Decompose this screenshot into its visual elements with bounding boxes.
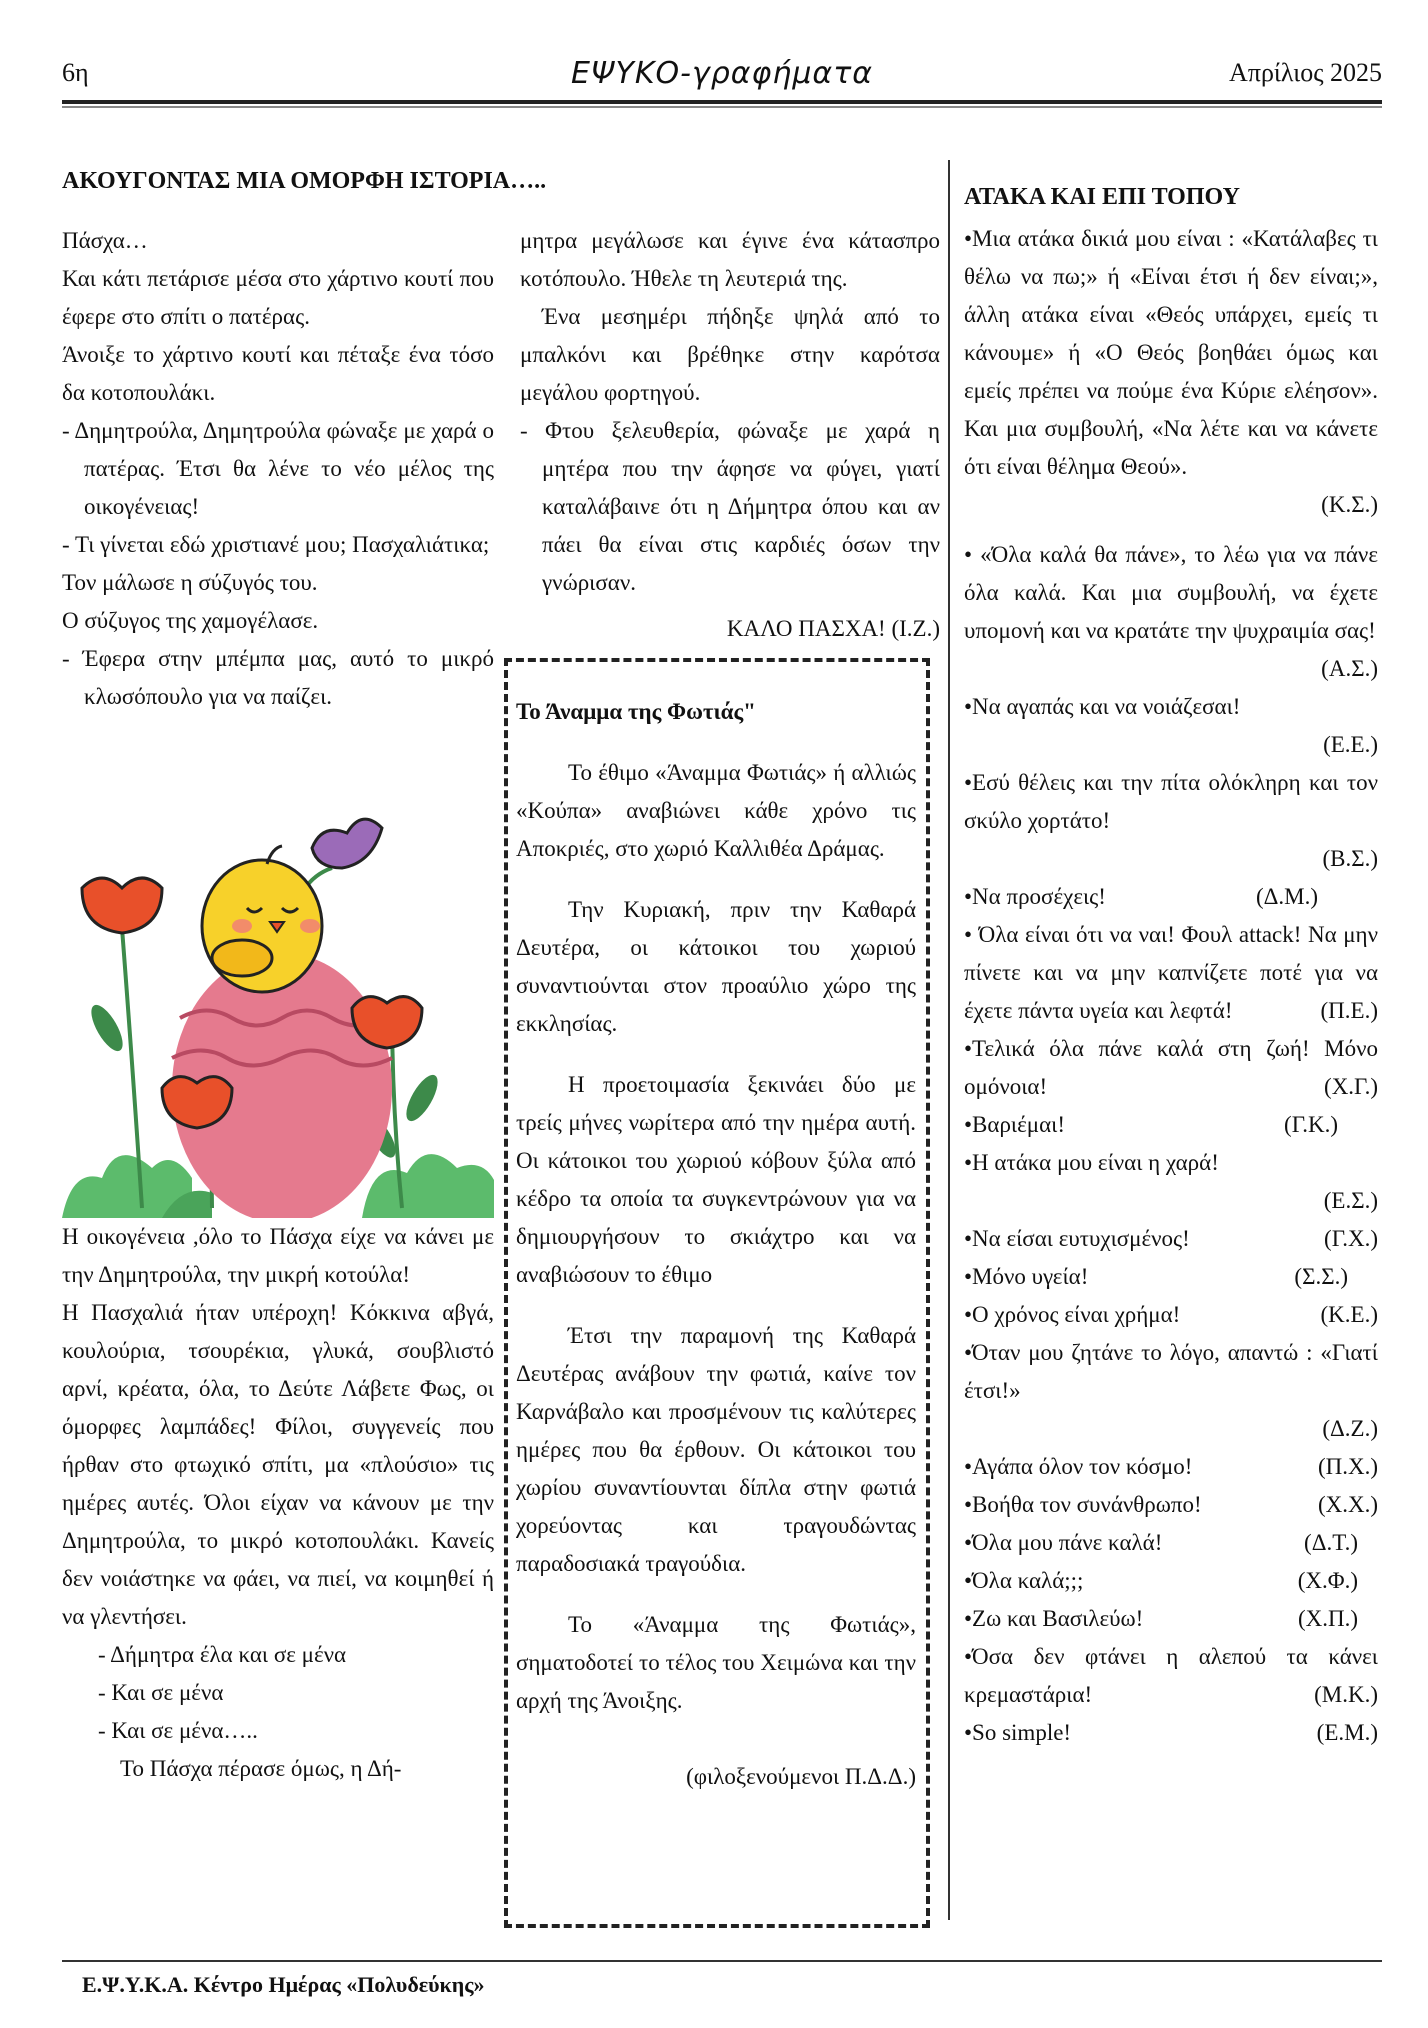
quote-author: (Κ.Ε.) [1320, 1302, 1378, 1327]
quote-author: (Σ.Σ.) [1294, 1264, 1348, 1289]
quote-item: • Όλα είναι ότι να ναι! Φουλ attack! Να μην πίνετε και να μην καπνίζετε ποτέ για να έχετε πάντα υγεία και λεφτά! [964, 922, 1378, 1023]
story-dialogue: - Δήμητρα έλα και σε μένα [98, 1642, 347, 1667]
quote-row [964, 1106, 1378, 1144]
quote-item: •Όλα καλά;;; [964, 1568, 1084, 1593]
quote-item: •Αγάπα όλον τον κόσμο! [964, 1454, 1193, 1479]
fire-paragraph: Έτσι την παραμονή της Καθαρά Δευτέρας ανάβουν την φωτιά, καίνε τον Καρνάβαλο και προσμένουν τις καλύτερες ημέρες που θα έρθουν. Οι κάτοικοι του χωρίου συναντίουνται δίπλα στην φωτιά χορεύοντας και τραγουδώντας παραδοσιακά τραγούδια. [516, 1323, 916, 1576]
story-column-1 [62, 222, 494, 716]
quote-author: (Γ.Χ.) [1324, 1226, 1378, 1251]
quote-item: •So simple! [964, 1720, 1072, 1745]
fire-article [516, 670, 916, 1819]
easter-illustration [62, 808, 494, 1218]
story-paragraph: Άνοιξε το χάρτινο κουτί και πέταξε ένα τόσο δα κοτοπουλάκι. [62, 342, 494, 405]
column-divider [948, 160, 950, 1920]
quote-author: (Χ.Φ.) [1297, 1568, 1358, 1593]
story-title: ΑΚΟΥΓΟΝΤΑΣ ΜΙΑ ΟΜΟΡΦΗ ΙΣΤΟΡΙΑ….. [62, 168, 547, 194]
quote-author: (Π.Ε.) [1320, 998, 1378, 1023]
quote-author: (Χ.Χ.) [1317, 1492, 1378, 1517]
quote-item: •Ζω και Βασιλεύω! [964, 1606, 1144, 1631]
quote-author: (Β.Σ.) [1322, 846, 1378, 871]
quote-row [964, 1600, 1378, 1638]
story-column-1-continued [62, 1218, 494, 1788]
quote-author: (Χ.Π.) [1297, 1606, 1358, 1631]
issue-date: Απρίλιος 2025 [1229, 58, 1382, 87]
story-paragraph: Ένα μεσημέρι πήδηξε ψηλά από το μπαλκόνι και βρέθηκε στην καρότσα μεγάλου φορτηγού. [520, 304, 940, 405]
story-dialogue: - Φτου ξελευθερία, φώναξε με χαρά η μητέρα που την άφησε να φύγει, γιατί καταλάβαινε ότι η Δήμητρα όπου και αν πάει θα είναι στις καρδιές όσων την γνώρισαν. [520, 418, 940, 595]
quote-row [964, 1220, 1378, 1258]
quote-item: • «Όλα καλά θα πάνε», το λέω για να πάνε όλα καλά. Και μια συμβουλή, να έχετε υπομονή και να κρατάτε την ψυχραιμία σας! [964, 542, 1378, 643]
story-dialogue: - Και σε μένα….. [98, 1718, 258, 1743]
quote-item: •Ο χρόνος είναι χρήμα! [964, 1302, 1181, 1327]
quote-author: (Κ.Σ.) [1321, 492, 1378, 517]
quote-author: (Δ.Τ.) [1304, 1530, 1358, 1555]
quote-author: (Ε.Ε.) [1323, 732, 1378, 757]
footer-rule [62, 1960, 1382, 1962]
story-paragraph: μητρα μεγάλωσε και έγινε ένα κάτασπρο κοτόπουλο. Ήθελε τη λευτεριά της. [520, 228, 940, 291]
quote-author: (Δ.Ζ.) [1322, 1416, 1378, 1441]
fire-signature: (φιλοξενούμενοι Π.Δ.Δ.) [686, 1764, 916, 1789]
story-dialogue: - Τι γίνεται εδώ χριστιανέ μου; Πασχαλιάτικα; [62, 532, 490, 557]
quote-item: •Όλα μου πάνε καλά! [964, 1530, 1163, 1555]
quote-row [964, 1448, 1378, 1486]
quote-item: •Βοήθα τον συνάνθρωπο! [964, 1492, 1202, 1517]
story-paragraph: Ο σύζυγος της χαμογέλασε. [62, 608, 319, 633]
story-paragraph: Η οικογένεια ,όλο το Πάσχα είχε να κάνει με την Δημητρούλα, την μικρή κοτούλα! [62, 1224, 494, 1287]
header-rule [62, 100, 1382, 104]
quote-item: •Μόνο υγεία! [964, 1264, 1089, 1289]
quote-row [964, 1486, 1378, 1524]
quote-author: (Μ.Κ.) [1314, 1682, 1378, 1707]
quote-item: •Η ατάκα μου είναι η χαρά! [964, 1150, 1219, 1175]
quote-item: •Όταν μου ζητάνε το λόγο, απαντώ : «Γιατί έτσι!» [964, 1340, 1378, 1403]
quote-row [964, 1714, 1378, 1752]
quote-row [964, 1258, 1378, 1296]
page-number: 6η [62, 58, 89, 87]
quote-item: •Να προσέχεις! [964, 884, 1106, 909]
fire-article-title: Το Άναμμα της Φωτιάς" [516, 699, 756, 724]
quote-item: •Τελικά όλα πάνε καλά στη ζωή! Μόνο ομόνοια! [964, 1036, 1378, 1099]
fire-paragraph: Το «Άναμμα της Φωτιάς», σηματοδοτεί το τέλος του Χειμώνα και την αρχή της Άνοιξης. [516, 1612, 916, 1713]
newsletter-title: ΕΨΥΚΟ-γραφήματα [570, 56, 874, 91]
story-dialogue: - Και σε μένα [98, 1680, 224, 1705]
easter-egg-icon [62, 808, 494, 1218]
quote-author: (Ε.Σ.) [1323, 1188, 1378, 1213]
quote-item: •Να είσαι ευτυχισμένος! [964, 1226, 1190, 1251]
footer-text: Ε.Ψ.Υ.Κ.Α. Κέντρο Ημέρας «Πολυδεύκης» [82, 1972, 485, 1997]
fire-paragraph: Η προετοιμασία ξεκινάει δύο με τρείς μήνες νωρίτερα από την ημέρα αυτή. Οι κάτοικοι του χωριού κόβουν ξύλα από κέδρο τα οποία τα συγκεντρώνουν για να δημιουργήσουν το σκιάχτρο και να αναβιώσουν το έθιμο [516, 1072, 916, 1287]
quote-row [964, 1562, 1378, 1600]
quote-author: (Δ.Μ.) [1255, 884, 1318, 909]
story-column-2 [520, 222, 940, 648]
chick-icon [202, 846, 322, 992]
quote-author: (Χ.Γ.) [1324, 1074, 1378, 1099]
fire-paragraph: Το έθιμο «Άναμμα Φωτιάς» ή αλλιώς «Κούπα» αναβιώνει κάθε χρόνο τις Αποκριές, στο χωριό Καλλιθέα Δράμας. [516, 760, 916, 861]
story-paragraph: Τον μάλωσε η σύζυγός του. [62, 570, 318, 595]
page-header [62, 56, 1382, 96]
header-rule-thin [62, 106, 1382, 108]
quote-author: (Π.Χ.) [1317, 1454, 1378, 1479]
quote-row [964, 1296, 1378, 1334]
quote-item: •Μια ατάκα δικιά μου είναι : «Κατάλαβες τι θέλω να πω;» ή «Είναι έτσι ή δεν είναι;», άλλη ατάκα είναι «Θεός υπάρχει, εμείς τι κάνουμε» ή «Ο Θεός βοηθάει όμως και εμείς πρέπει να πούμε ένα Κύριε ελέησον». Και μια συμβουλή, «Να λέτε και να κάνετε ότι είναι θέλημα Θεού». [964, 226, 1378, 479]
quote-author: (Ε.Μ.) [1316, 1720, 1378, 1745]
quote-item: •Εσύ θέλεις και την πίτα ολόκληρη και τον σκύλο χορτάτο! [964, 770, 1378, 833]
quote-author: (Α.Σ.) [1321, 656, 1378, 681]
quote-item: •Όσα δεν φτάνει η αλεπού τα κάνει κρεμαστάρια! [964, 1644, 1378, 1707]
story-paragraph: Και κάτι πετάρισε μέσα στο χάρτινο κουτί που έφερε στο σπίτι ο πατέρας. [62, 266, 494, 329]
quotes-title: ΑΤΑΚΑ ΚΑΙ ΕΠΙ ΤΟΠΟΥ [964, 184, 1240, 210]
story-paragraph: Το Πάσχα πέρασε όμως, η Δή- [120, 1756, 402, 1781]
quotes-column [964, 178, 1378, 1752]
quote-item: •Βαριέμαι! [964, 1112, 1065, 1137]
fire-paragraph: Την Κυριακή, πριν την Καθαρά Δευτέρα, οι κάτοικοι του χωριού συναντιούνται στον προαύλιο χώρο της εκκλησίας. [516, 897, 916, 1036]
story-signoff: ΚΑΛΟ ΠΑΣΧΑ! (Ι.Ζ.) [726, 616, 940, 641]
story-paragraph: Η Πασχαλιά ήταν υπέροχη! Κόκκινα αβγά, κουλούρια, τσουρέκια, γλυκά, σουβλιστό αρνί, κρέατα, όλα, το Δεύτε Λάβετε Φως, οι όμορφες λαμπάδες! Φίλοι, συγγενείς που ήρθαν στο φτωχικό σπίτι, μα «πλούσιο» τις ημέρες αυτές. Όλοι είχαν να κάνουν με την Δημητρούλα, το μικρό κοτοπουλάκι. Κανείς δεν νοιάστηκε να φάει, να πιεί, να κοιμηθεί ή να γλεντήσει. [62, 1300, 494, 1629]
quote-author: (Γ.Κ.) [1284, 1112, 1338, 1137]
quote-row [964, 878, 1378, 916]
quote-row [964, 1524, 1378, 1562]
story-dialogue: - Έφερα στην μπέμπα μας, αυτό το μικρό κλωσόπουλο για να παίζει. [62, 646, 494, 709]
story-dialogue: - Δημητρούλα, Δημητρούλα φώναξε με χαρά ο πατέρας. Έτσι θα λένε το νέο μέλος της οικογένειας! [62, 418, 494, 519]
story-paragraph: Πάσχα… [62, 228, 148, 253]
quote-item: •Να αγαπάς και να νοιάζεσαι! [964, 694, 1241, 719]
